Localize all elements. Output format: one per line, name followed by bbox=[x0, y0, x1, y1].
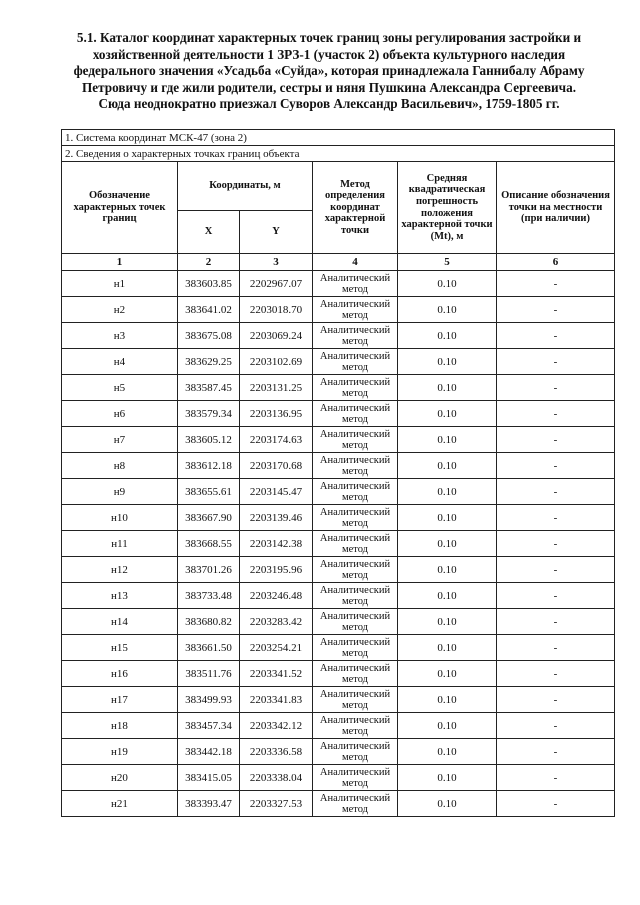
description-cell: - bbox=[497, 297, 615, 323]
point-id-cell: н16 bbox=[62, 661, 178, 687]
title-line: федерального значения «Усадьба «Суйда», которая принадлежала Ганнибалу Абраму bbox=[73, 63, 585, 79]
method-cell: Аналитический метод bbox=[313, 323, 398, 349]
error-cell: 0.10 bbox=[398, 791, 497, 817]
y-coordinate-cell: 2203246.48 bbox=[240, 583, 313, 609]
y-coordinate-cell: 2203283.42 bbox=[240, 609, 313, 635]
table-row bbox=[62, 427, 615, 453]
column-number: 5 bbox=[398, 254, 497, 271]
description-cell: - bbox=[497, 713, 615, 739]
header-description: Описание обозначения точки на местности (при наличии) bbox=[497, 162, 615, 254]
point-id-cell: н5 bbox=[62, 375, 178, 401]
table-row bbox=[62, 765, 615, 791]
point-id-cell: н1 bbox=[62, 271, 178, 297]
description-cell: - bbox=[497, 349, 615, 375]
y-coordinate-cell: 2203195.96 bbox=[240, 557, 313, 583]
table-row bbox=[62, 609, 615, 635]
description-cell: - bbox=[497, 479, 615, 505]
table-row bbox=[62, 271, 615, 297]
point-id-cell: н10 bbox=[62, 505, 178, 531]
header-y: Y bbox=[240, 211, 313, 254]
method-cell: Аналитический метод bbox=[313, 375, 398, 401]
y-coordinate-cell: 2203254.21 bbox=[240, 635, 313, 661]
x-coordinate-cell: 383668.55 bbox=[178, 531, 240, 557]
y-coordinate-cell: 2203131.25 bbox=[240, 375, 313, 401]
point-id-cell: н2 bbox=[62, 297, 178, 323]
error-cell: 0.10 bbox=[398, 479, 497, 505]
table-row bbox=[62, 453, 615, 479]
point-id-cell: н8 bbox=[62, 453, 178, 479]
document-title bbox=[40, 30, 618, 113]
method-cell: Аналитический метод bbox=[313, 765, 398, 791]
method-cell: Аналитический метод bbox=[313, 713, 398, 739]
y-coordinate-cell: 2203170.68 bbox=[240, 453, 313, 479]
table-row bbox=[62, 323, 615, 349]
table-row bbox=[62, 505, 615, 531]
method-cell: Аналитический метод bbox=[313, 687, 398, 713]
title-line: Петровичу и где жили родители, сестры и няня Пушкина Александра Сергеевича. bbox=[81, 79, 576, 95]
method-cell: Аналитический метод bbox=[313, 583, 398, 609]
point-id-cell: н21 bbox=[62, 791, 178, 817]
x-coordinate-cell: 383511.76 bbox=[178, 661, 240, 687]
error-cell: 0.10 bbox=[398, 427, 497, 453]
description-cell: - bbox=[497, 531, 615, 557]
table-row bbox=[62, 531, 615, 557]
point-id-cell: н12 bbox=[62, 557, 178, 583]
header-error: Средняя квадратическая погрешность положения характерной точки (Mt), м bbox=[398, 162, 497, 254]
x-coordinate-cell: 383442.18 bbox=[178, 739, 240, 765]
error-cell: 0.10 bbox=[398, 505, 497, 531]
y-coordinate-cell: 2203341.83 bbox=[240, 687, 313, 713]
method-cell: Аналитический метод bbox=[313, 453, 398, 479]
error-cell: 0.10 bbox=[398, 401, 497, 427]
x-coordinate-cell: 383612.18 bbox=[178, 453, 240, 479]
method-cell: Аналитический метод bbox=[313, 557, 398, 583]
description-cell: - bbox=[497, 635, 615, 661]
coordinates-table bbox=[61, 129, 615, 817]
table-row bbox=[62, 791, 615, 817]
point-id-cell: н7 bbox=[62, 427, 178, 453]
description-cell: - bbox=[497, 557, 615, 583]
x-coordinate-cell: 383587.45 bbox=[178, 375, 240, 401]
description-cell: - bbox=[497, 765, 615, 791]
column-number: 1 bbox=[62, 254, 178, 271]
description-cell: - bbox=[497, 375, 615, 401]
x-coordinate-cell: 383655.61 bbox=[178, 479, 240, 505]
y-coordinate-cell: 2203174.63 bbox=[240, 427, 313, 453]
table-row bbox=[62, 557, 615, 583]
table-row bbox=[62, 713, 615, 739]
table-row bbox=[62, 661, 615, 687]
y-coordinate-cell: 2203102.69 bbox=[240, 349, 313, 375]
column-number: 4 bbox=[313, 254, 398, 271]
method-cell: Аналитический метод bbox=[313, 271, 398, 297]
x-coordinate-cell: 383603.85 bbox=[178, 271, 240, 297]
method-cell: Аналитический метод bbox=[313, 531, 398, 557]
description-cell: - bbox=[497, 427, 615, 453]
y-coordinate-cell: 2203139.46 bbox=[240, 505, 313, 531]
error-cell: 0.10 bbox=[398, 583, 497, 609]
x-coordinate-cell: 383579.34 bbox=[178, 401, 240, 427]
y-coordinate-cell: 2203336.58 bbox=[240, 739, 313, 765]
method-cell: Аналитический метод bbox=[313, 401, 398, 427]
method-cell: Аналитический метод bbox=[313, 349, 398, 375]
table-row bbox=[62, 297, 615, 323]
y-coordinate-cell: 2203341.52 bbox=[240, 661, 313, 687]
point-id-cell: н14 bbox=[62, 609, 178, 635]
point-id-cell: н20 bbox=[62, 765, 178, 791]
error-cell: 0.10 bbox=[398, 531, 497, 557]
error-cell: 0.10 bbox=[398, 609, 497, 635]
table-row bbox=[62, 479, 615, 505]
point-id-cell: н3 bbox=[62, 323, 178, 349]
error-cell: 0.10 bbox=[398, 297, 497, 323]
method-cell: Аналитический метод bbox=[313, 479, 398, 505]
point-id-cell: н6 bbox=[62, 401, 178, 427]
table-row bbox=[62, 635, 615, 661]
column-number: 6 bbox=[497, 254, 615, 271]
error-cell: 0.10 bbox=[398, 323, 497, 349]
point-id-cell: н13 bbox=[62, 583, 178, 609]
error-cell: 0.10 bbox=[398, 765, 497, 791]
y-coordinate-cell: 2203145.47 bbox=[240, 479, 313, 505]
description-cell: - bbox=[497, 661, 615, 687]
x-coordinate-cell: 383675.08 bbox=[178, 323, 240, 349]
y-coordinate-cell: 2202967.07 bbox=[240, 271, 313, 297]
header-coordinates: Координаты, м bbox=[178, 162, 313, 211]
x-coordinate-cell: 383641.02 bbox=[178, 297, 240, 323]
x-coordinate-cell: 383733.48 bbox=[178, 583, 240, 609]
description-cell: - bbox=[497, 739, 615, 765]
method-cell: Аналитический метод bbox=[313, 635, 398, 661]
title-line: Сюда неоднократно приезжал Суворов Александр Васильевич», 1759-1805 гг. bbox=[98, 96, 560, 112]
x-coordinate-cell: 383661.50 bbox=[178, 635, 240, 661]
x-coordinate-cell: 383457.34 bbox=[178, 713, 240, 739]
error-cell: 0.10 bbox=[398, 687, 497, 713]
method-cell: Аналитический метод bbox=[313, 661, 398, 687]
x-coordinate-cell: 383415.05 bbox=[178, 765, 240, 791]
table-row bbox=[62, 349, 615, 375]
header-x: X bbox=[178, 211, 240, 254]
header-method: Метод определения координат характерной точки bbox=[313, 162, 398, 254]
y-coordinate-cell: 2203136.95 bbox=[240, 401, 313, 427]
error-cell: 0.10 bbox=[398, 713, 497, 739]
point-id-cell: н4 bbox=[62, 349, 178, 375]
error-cell: 0.10 bbox=[398, 453, 497, 479]
description-cell: - bbox=[497, 401, 615, 427]
x-coordinate-cell: 383629.25 bbox=[178, 349, 240, 375]
y-coordinate-cell: 2203069.24 bbox=[240, 323, 313, 349]
y-coordinate-cell: 2203018.70 bbox=[240, 297, 313, 323]
points-info-line: 2. Сведения о характерных точках границ объекта bbox=[62, 146, 615, 162]
table-row bbox=[62, 401, 615, 427]
point-id-cell: н19 bbox=[62, 739, 178, 765]
error-cell: 0.10 bbox=[398, 557, 497, 583]
method-cell: Аналитический метод bbox=[313, 791, 398, 817]
method-cell: Аналитический метод bbox=[313, 297, 398, 323]
method-cell: Аналитический метод bbox=[313, 739, 398, 765]
title-line: хозяйственной деятельности 1 ЗРЗ-1 (участок 2) объекта культурного наследия bbox=[92, 46, 566, 62]
description-cell: - bbox=[497, 687, 615, 713]
x-coordinate-cell: 383680.82 bbox=[178, 609, 240, 635]
x-coordinate-cell: 383667.90 bbox=[178, 505, 240, 531]
y-coordinate-cell: 2203338.04 bbox=[240, 765, 313, 791]
point-id-cell: н9 bbox=[62, 479, 178, 505]
error-cell: 0.10 bbox=[398, 271, 497, 297]
description-cell: - bbox=[497, 609, 615, 635]
coordinate-system-line: 1. Система координат МСК-47 (зона 2) bbox=[62, 130, 615, 146]
x-coordinate-cell: 383701.26 bbox=[178, 557, 240, 583]
error-cell: 0.10 bbox=[398, 349, 497, 375]
title-line: 5.1. Каталог координат характерных точек границ зоны регулирования застройки и bbox=[76, 30, 582, 45]
description-cell: - bbox=[497, 791, 615, 817]
y-coordinate-cell: 2203142.38 bbox=[240, 531, 313, 557]
point-id-cell: н11 bbox=[62, 531, 178, 557]
error-cell: 0.10 bbox=[398, 739, 497, 765]
x-coordinate-cell: 383393.47 bbox=[178, 791, 240, 817]
description-cell: - bbox=[497, 505, 615, 531]
point-id-cell: н17 bbox=[62, 687, 178, 713]
point-id-cell: н18 bbox=[62, 713, 178, 739]
error-cell: 0.10 bbox=[398, 635, 497, 661]
error-cell: 0.10 bbox=[398, 661, 497, 687]
error-cell: 0.10 bbox=[398, 375, 497, 401]
description-cell: - bbox=[497, 323, 615, 349]
description-cell: - bbox=[497, 453, 615, 479]
method-cell: Аналитический метод bbox=[313, 427, 398, 453]
method-cell: Аналитический метод bbox=[313, 609, 398, 635]
table-row bbox=[62, 375, 615, 401]
description-cell: - bbox=[497, 583, 615, 609]
column-number: 3 bbox=[240, 254, 313, 271]
method-cell: Аналитический метод bbox=[313, 505, 398, 531]
point-id-cell: н15 bbox=[62, 635, 178, 661]
table-row bbox=[62, 739, 615, 765]
y-coordinate-cell: 2203342.12 bbox=[240, 713, 313, 739]
table-row bbox=[62, 687, 615, 713]
table-row bbox=[62, 583, 615, 609]
x-coordinate-cell: 383499.93 bbox=[178, 687, 240, 713]
description-cell: - bbox=[497, 271, 615, 297]
header-designation: Обозначение характерных точек границ bbox=[62, 162, 178, 254]
column-number: 2 bbox=[178, 254, 240, 271]
x-coordinate-cell: 383605.12 bbox=[178, 427, 240, 453]
y-coordinate-cell: 2203327.53 bbox=[240, 791, 313, 817]
